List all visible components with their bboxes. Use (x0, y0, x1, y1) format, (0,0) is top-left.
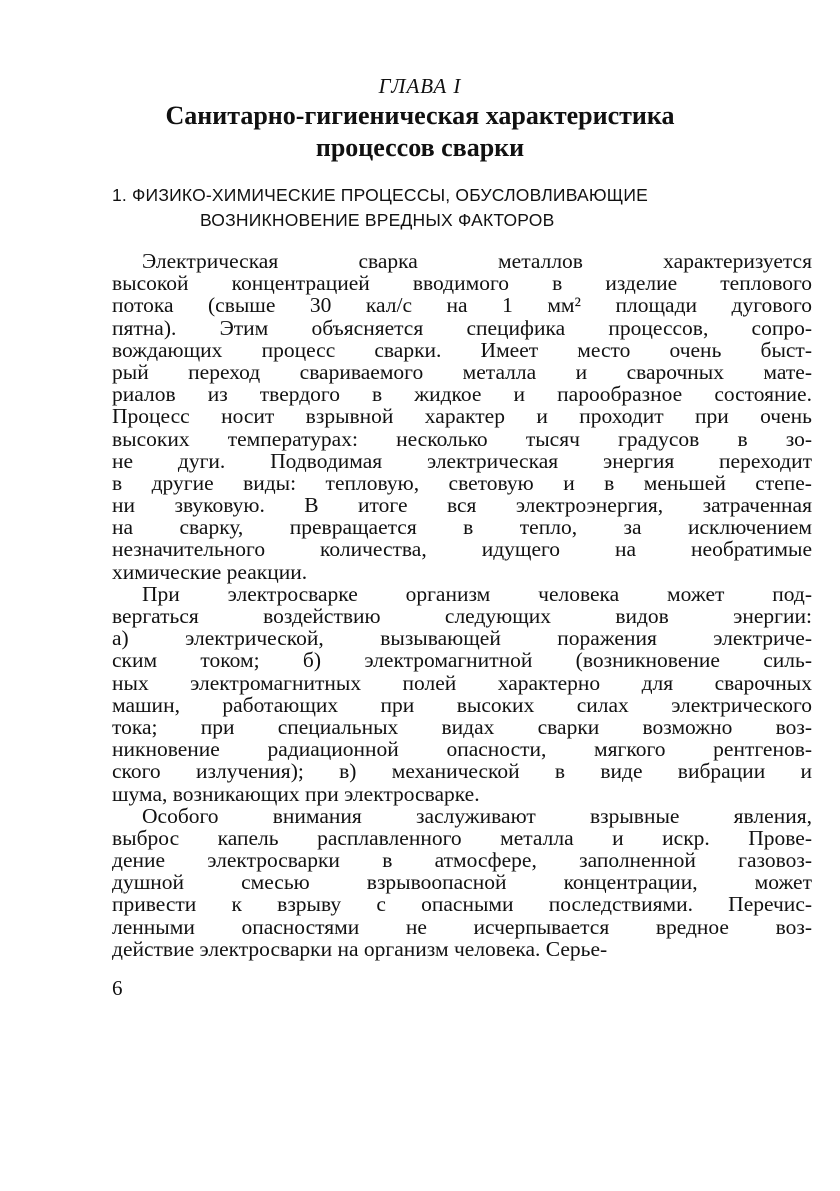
text-line: высокой концентрацией вводимого в изделие теплового (112, 271, 813, 296)
text-line: химические реакции. (112, 559, 308, 584)
page-number: 6 (112, 976, 123, 1000)
text-line: дение электросварки в атмосфере, заполненной газовоз- (112, 848, 813, 873)
text-line: действие электросварки на организм человека. Серье- (112, 936, 608, 961)
chapter-title (0, 100, 840, 164)
text-line: Процесс носит взрывной характер и проходит при очень (112, 404, 812, 429)
text-line: не дуги. Подводимая электрическая энергия переходит (112, 448, 813, 473)
text-line: ных электромагнитных полей характерно для сварочных (112, 670, 813, 695)
chapter-title-line: процессов сварки (315, 133, 525, 162)
text-line: ского излучения); в) механической в виде вибрации и (112, 759, 812, 784)
text-line: вергаться воздействию следующих видов энергии: (112, 604, 812, 628)
text-line: ленными опасностями не исчерпывается вредное воз- (112, 914, 812, 939)
text-line: рый переход свариваемого металла и сварочных мате- (112, 359, 812, 384)
text-line: привести к взрыву с опасными последствиями. Перечис- (112, 892, 813, 917)
text-line: душной смесью взрывоопасной концентрации, может (112, 870, 812, 895)
paragraph-1-first-line: Электрическая сварка металлов характеризуется (142, 249, 812, 273)
text-line: выброс капель расплавленного металла и искр. Прове- (112, 825, 813, 850)
paragraph-3-first-line: Особого внимания заслуживают взрывные явления, (142, 803, 812, 828)
text-line: незначительного количества, идущего на необратимые (112, 537, 812, 562)
text-line: ским током; б) электромагнитной (возникновение силь- (112, 648, 813, 673)
text-line: а) электрической, вызывающей поражения электриче- (112, 626, 813, 651)
text-line: на сварку, превращается в тепло, за исключением (112, 515, 812, 540)
text-line: никновение радиационной опасности, мягкого рентгенов- (112, 737, 813, 762)
chapter-title-line: Санитарно-гигиеническая характеристика (165, 101, 675, 130)
section-heading (112, 183, 812, 233)
section-heading-line: 1. ФИЗИКО-ХИМИЧЕСКИЕ ПРОЦЕССЫ, ОБУСЛОВЛИВАЮЩИЕ (112, 185, 649, 205)
text-line: пятна). Этим объясняется специфика процессов, сопро- (112, 315, 812, 340)
text-line: в другие виды: тепловую, световую и в меньшей степе- (112, 470, 812, 495)
text-line: вождающих процесс сварки. Имеет место очень быст- (112, 337, 812, 362)
text-line: тока; при специальных видах сварки возможно воз- (112, 714, 813, 739)
paragraph-2-first-line: При электросварке организм человека может под- (142, 581, 812, 606)
text-line: риалов из твердого в жидкое и парообразное состояние. (112, 382, 812, 407)
text-line: потока (свыше 30 кал/с на 1 мм² площади дугового (112, 293, 813, 318)
chapter-label: ГЛАВА I (378, 74, 462, 98)
section-heading-line: ВОЗНИКНОВЕНИЕ ВРЕДНЫХ ФАКТОРОВ (200, 210, 555, 230)
text-line: ни звуковую. В итоге вся электроэнергия, затраченная (112, 493, 812, 518)
text-line: высоких температурах: несколько тысяч градусов в зо- (112, 426, 813, 451)
text-line: шума, возникающих при электросварке. (112, 781, 480, 806)
body-text (112, 250, 812, 960)
text-line: машин, работающих при высоких силах электрического (112, 692, 812, 717)
